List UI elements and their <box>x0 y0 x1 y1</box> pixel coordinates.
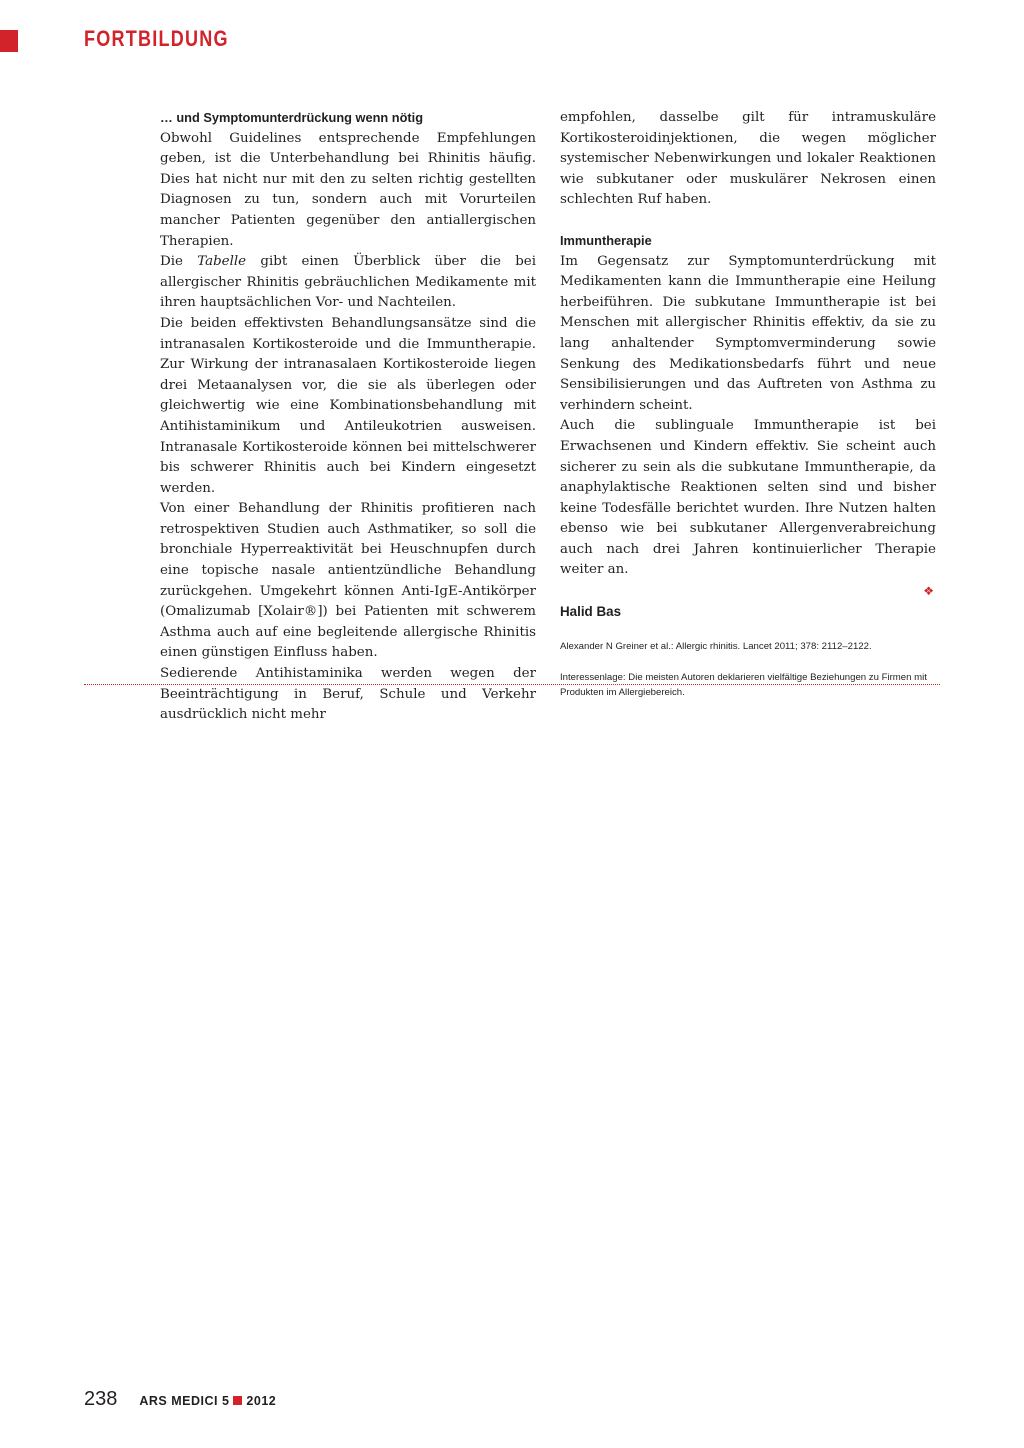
author-name: Halid Bas <box>560 604 622 620</box>
paragraph-text: Auch die sublinguale Immuntherapie ist bei Erwachsenen und Kindern effektiv. Sie scheint auch sicherer zu sein als die subkutane Immuntherapie, da anaphylaktische Reaktionen selten sind und bisher keine Todesfälle berichtet wurden. Ihre Nutzen halten ebenso wie bei subkutaner Allergenverabreichung auch nach drei Jahren kontinuierlicher Therapie weiter an. <box>560 418 936 578</box>
paragraph: Von einer Behandlung der Rhinitis profitieren nach retrospektiven Studien auch Asthmatiker, so soll die bronchiale Hyperreaktivität bei Heuschnupfen durch eine topische nasale antientzündliche Behandlung zurückgehen. Umgekehrt können Anti-IgE-Antikörper (Omalizumab [Xolair®]) bei Patienten mit schwerem Asthma auch auf eine begleitende allergische Rhinitis einen günstigen Einfluss haben. <box>160 501 536 661</box>
right-column <box>560 108 936 700</box>
paragraph: Die beiden effektivsten Behandlungsansätze sind die intranasalen Kortikosteroide und die Immuntherapie. Zur Wirkung der intranasalaen Kortikosteroide liegen drei Metaanalysen vor, die sie als überlegen oder gleichwertig wie eine Kombinationsbehandlung mit Antihistaminikum und Antileukotrien ausweisen. Intranasale Kortikosteroide können bei mittelschwerer bis schwerer Rhinitis auch bei Kindern eingesetzt werden. <box>160 315 536 496</box>
paragraph-last <box>560 416 936 599</box>
page-number: 238 <box>84 1388 118 1410</box>
section-color-marker <box>0 30 18 52</box>
paragraph: Die Tabelle gibt einen Überblick über die bei allergischer Rhinitis gebräuchlichen Medikamente mit ihren hauptsächlichen Vor- und Nachteilen. <box>160 254 536 311</box>
reference: Alexander N Greiner et al.: Allergic rhinitis. Lancet 2011; 378: 2112–2122. <box>560 640 872 652</box>
paragraph: Sedierende Antihistaminika werden wegen der Beeinträchtigung in Beruf, Schule und Verkehr ausdrücklich nicht mehr <box>160 666 536 723</box>
publication-year: 2012 <box>246 1394 277 1408</box>
journal-name: ARS MEDICI 5 <box>139 1394 230 1408</box>
interest-statement: Interessenlage: Die meisten Autoren deklarieren vielfältige Beziehungen zu Firmen mit Produkten im Allergiebereich. <box>560 671 927 698</box>
page-footer <box>84 1388 276 1411</box>
paragraph: Im Gegensatz zur Symptomunterdrückung mit Medikamenten kann die Immuntherapie eine Heilung herbeiführen. Die subkutane Immuntherapie ist bei Menschen mit allergischer Rhinitis effektiv, da sie zu lang anhaltender Symptomverminderung sowie Senkung des Medikationsbedarfs führt und neue Sensibilisierungen und das Auftreten von Asthma zu verhindern scheint. <box>560 253 936 413</box>
dotted-divider <box>84 684 940 685</box>
paragraph: Obwohl Guidelines entsprechende Empfehlungen geben, ist die Unterbehandlung bei Rhinitis häufig. Dies hat nicht nur mit den zu selten richtig gestellten Diagnosen zu tun, sondern auch mit Vorurteilen mancher Patienten gegenüber den antiallergischen Therapien. <box>160 130 536 249</box>
section-title: FORTBILDUNG <box>84 26 229 51</box>
paragraph-continuation: empfohlen, dasselbe gilt für intramuskuläre Kortikosteroidinjektionen, die wegen möglicher systemischer Nebenwirkungen und lokaler Reaktionen wie subkutaner oder muskulärer Nekrosen einen schlechten Ruf haben. <box>560 110 936 208</box>
article-end-icon: ❖ <box>923 584 934 599</box>
section-heading-symptom-suppression: … und Symptomunterdrückung wenn nötig <box>160 110 424 125</box>
left-column <box>160 108 536 726</box>
square-separator-icon <box>233 1396 242 1405</box>
section-heading-immunotherapy: Immuntherapie <box>560 232 652 248</box>
